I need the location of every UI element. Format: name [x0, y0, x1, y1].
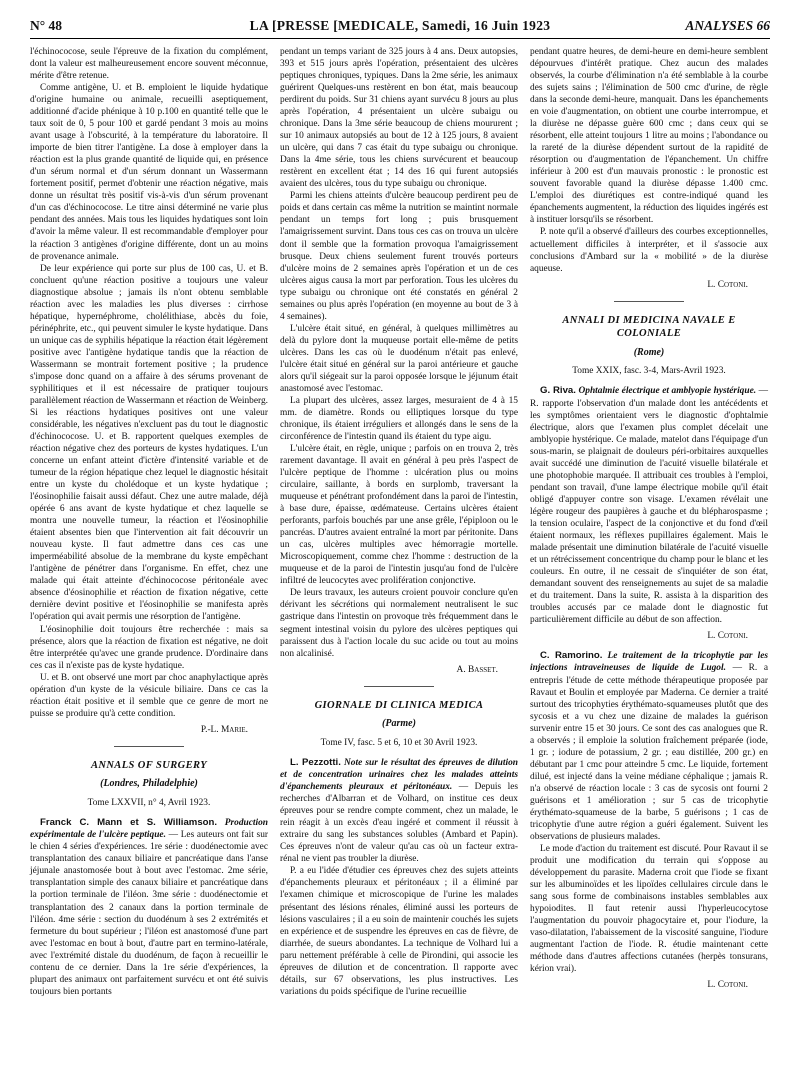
- paragraph: De leur expérience qui porte sur plus de 100 cas, U. et B. concluent qu'une réaction positive a toujours une valeur diagnostique absolue ; jamais ils n'ont obtenu semblable réaction avec les maladies les plus diverses : cirrhose hépatique, hypernéphrome, cholélithiase, abcès du foie, périnéphrite, etc., qui peuvent simuler le kyste hydatique. Dans un unique cas de syphilis hépatique la réaction était légèrement positive avec l'antigène hydatique tandis que la réaction de Wassermann se montrait fortement positive ; la prudence s'impose donc quand on a affaire à des sérums provenant de syphilitiques et il est nécessaire de pratiquer toujours parallèlement réaction de Wassermann et réaction de Weinberg. Si les réactions hydatiques positives ont une valeur considérable, les négatives n'excluent pas du tout le diagnostic d'échinococose. U. et B. rapportent quelques exemples de réaction négative chez des porteurs de kystes hydatiques. L'un concerne un enfant atteint d'ictère d'intensité variable et de tumeur de la région hépatique chez lequel le diagnostic hésitait entre un kyste du cholédoque et un kyste hydatique ; l'éosinophilie faisait aussi défaut. Chez une autre malade, déjà opérée 6 ans avant de kyste hydatique et chez laquelle se montra une nouvelle tumeur, la réaction et l'éosinophilie étaient absentes bien que l'intervention ait fait découvrir un nouveau kyste. Il faut admettre dans ces cas une imperméabilité absolue de la membrane du kyste empêchant l'antigène de pénétrer dans l'organisme. En effet, chez une malade qui était atteinte d'échinococose péritonéale avec absence d'éosinophilie et réaction de fixation négative, cette dernière devint positive et l'éosinophilie se manifesta après l'opération qui avait permis une résorption de l'antigène.: [30, 263, 268, 623]
- paragraph: L'ulcère était, en règle, unique ; parfois on en trouva 2, très rarement davantage. Il avait en général à peu près l'aspect de l'ulcère peptique de l'homme : ulcération plus ou moins circulaire, saillante, à bords en surplomb, traversant la muqueuse et pénétrant profondément dans la paroi de l'intestin, à base dure, épaisse, œdémateuse. Certains ulcères étaient perforants, parfois bouchés par une anse grêle, l'épiploon ou le pancréas. D'autres avaient entraîné la mort par péritonite. Dans un cas, ulcères multiples avec hémorragie mortelle. Microscopiquement, comme chez l'homme : destruction de la muqueuse et de la paroi de l'intestin jusqu'au fond de l'ulcère infiltré de leucocytes avec prolifération conjonctive.: [280, 444, 518, 587]
- article-title: Le traitement de la tricophytie par les injections intraveineuses de liquide de Lugol.: [530, 651, 769, 674]
- journal-place: (Parme): [382, 718, 416, 730]
- article-authors: G. Riva.: [540, 385, 576, 397]
- paragraph: pendant un temps variant de 325 jours à 4 ans. Deux autopsies, 393 et 515 jours après l'opération, présentaient des ulcères peptiques chroniques, typiques. Dans la 2me série, les animaux guérirent Quelques-uns restèrent en bon état, mais beaucoup perdirent du poids. Sur 31 chiens ayant survécu 8 jours au plus après l'opération, 4 présentaient un ulcère subaigu ou chronique. Dans la 3me série beaucoup de chiens moururent ; sur 10 animaux autopsiés au bout de 12 à 125 jours, 8 avaient un ulcère, qui dans 7 cas était du type subaigu ou chronique. Dans la 4me série, tous les chiens survécurent et beaucoup restèrent en excellent état ; 14 des 16 qui furent autopsiés avaient des ulcères, tous du type subaigu ou chronique.: [280, 47, 518, 190]
- divider: [114, 746, 184, 747]
- journal-place: (Londres, Philadelphie): [100, 778, 198, 790]
- paragraph: Le mode d'action du traitement est discuté. Pour Ravaut il se produit une modification du terrain qui s'oppose au développement du parasite. Maderna croit que l'iode se fixant sur les albuminoïdes et les lipoïdes cellulaires circule dans le sang sous forme de combinaisons instables semblables aux hypoiodites. Il faut retenir aussi l'hyperleucocytose l'augmentation du pouvoir phagocytaire et, pour l'iodure, la vaso-dilatation, l'abaissement de la viscosité sanguine, l'iodure augmentant l'action de l'iode. R. étudie maintenant cette méthode dans d'autres affections cutanées (herpès tonsurans, kérion vrai).: [530, 843, 768, 975]
- column-1: [30, 46, 268, 998]
- signature: P.-L. Marie.: [200, 724, 248, 735]
- journal-issue: Tome LXXVII, n° 4, Avril 1923.: [87, 798, 211, 809]
- paragraph: L'ulcère était situé, en général, à quelques millimètres au delà du pylore dont la muqueuse portait elle-même de petits ulcères. Dans les cas où le duodénum n'était pas enlevé, l'ulcère était situé en général sur la paroi antérieure et gauche alors qu'il siégeait sur la paroi opposée lorsque le jéjunum était anastomosé avec l'estomac.: [280, 323, 518, 394]
- section-label: ANALYSES 66: [685, 18, 770, 33]
- journal-place: (Rome): [633, 346, 665, 358]
- article-text: — Les auteurs ont fait sur le chien 4 séries d'expériences. 1re série : duodénectomie avec transplantation des canaux biliaire et pancréatique dans l'anse jéjunale anastomosée bout à bout avec l'estomac. 2me série, transplantation simple des canaux biliaire et pancréatique dans la portion terminale de l'iléon. 3me série : duodénectomie et transplantation des 2 canaux dans la portion terminale de l'iléon. 4me série : section du duodénum à ses 2 extrémités et fermeture du bout supérieur ; l'iléon est anastomosé d'une part avec l'estomac en bout à bout, d'autre part en termino-latérale, avec l'extrémité distale du duodénum, de façon à recueillir le contenu de ce dernier. Dans la 1re série d'expériences, la plupart des animaux ont parfaitement survécu et ont été suivis toujours bien portants: [30, 830, 269, 997]
- article-abstract: [530, 650, 768, 843]
- article-title: Ophtalmie électrique et amblyopie hystérique.: [578, 386, 757, 397]
- page-number: N° 48: [30, 18, 63, 33]
- signature: L. Cotoni.: [707, 631, 748, 642]
- article-abstract: [530, 385, 768, 626]
- column-3: [530, 46, 768, 999]
- journal-title: ANNALI DI MEDICINA NAVALE E COLONIALE: [562, 314, 736, 340]
- page-header: [30, 18, 770, 36]
- journal-issue: Tome IV, fasc. 5 et 6, 10 et 30 Avril 1923.: [320, 737, 478, 748]
- article-abstract: [30, 817, 268, 998]
- journal-masthead: LA [PRESSE [MEDICALE, Samedi, 16 Juin 1923: [249, 18, 551, 33]
- paragraph: P. a eu l'idée d'étudier ces épreuves chez des sujets atteints d'épanchements pleuraux et péritonéaux ; il a éliminé par l'examen chimique et microscopique de l'urine les malades présentant des lésions rénales, éliminé aussi les porteurs de lésions vasculaires ; il a eu soin de maintenir couchés les sujets en expérience et de suspendre les épreuves en cas de fièvre, de diarrhée, de sueurs abondantes. La technique de Volhard lui a paru nettement préférable à celle de Pirondini, qui associe les épreuves de dilution et de concentration. Il rapporte avec détails, sur 67 observations, les plus instructives. Les variations du poids spécifique de l'urine recueillie: [280, 866, 518, 997]
- paragraph: Parmi les chiens atteints d'ulcère beaucoup perdirent peu de poids et dans certain cas même la nutrition se maintint normale pendant un temps fort long ; puis brusquement l'amaigrissement survint. Dans tous ces cas on trouva un ulcère dont il semble que la formation provoqua l'amaigrissement brusque. Deux chiens seulement furent trouvés porteurs d'ulcère moins de 2 semaines après l'opération et un de ces ulcères aigus causa la mort par perforation. Tous les ulcères du type subaigu ou chronique ont été constatés en général 2 semaines ou plus après l'opération (en moyenne au bout de 3 à 4 semaines).: [280, 191, 518, 322]
- divider: [614, 301, 684, 302]
- column-2: [280, 46, 518, 998]
- paragraph: Comme antigène, U. et B. emploient le liquide hydatique d'origine humaine ou animale, recueilli aseptiquement, additionné d'acide phénique à 10 p.100 en quantité telle que le taux soit de 0, 5 pour 100 et gardé pendant 3 mois au moins avant usage à l'obscurité, à la température du laboratoire. Il importe de bien titrer l'antigène. La dose à employer dans la réaction est la plus grande quantité de liquide qui, en présence d'un sérum normal et d'un sérum donnant un Wassermann fortement positif, permet d'obtenir une réaction négative, mais donne un résultat très positif vis-à-vis d'un sérum provenant d'un cas d'échinococose. Le titre ainsi déterminé ne varie plus pendant des années. Mais tous les liquides hydatiques sont loin d'avoir la même valeur. Il est recommandable d'employer pour la réaction 3 antigènes d'origine différente, dont un au moins de provenance animale.: [30, 83, 268, 262]
- article-text: — R. a entrepris l'étude de cette méthode thérapeutique proposée par Ravaut et Boulin et employée par Maderna. Ce dernier a traité surtout des tricophyties érythémato-squameuses plutôt que des sycosis et a vu chez une dizaine de malades la guérison survenir entre 15 et 30 jours. Ce sont des cas analogues que R. a observés ; il emploie la solution fraîchement préparée (iode, 1 gr. ; iodure de potassium, 2 gr. ; eau distillée, 200 gr.) en débutant par 1 cmc pour atteindre 5 cmc. Le liquide, fortement dilué, est injecté dans la veine médiane céphalique ; jamais R. n'a observé de réaction locale : 3 cas de sycosis ont fourni 2 guérisons et 1 amélioration ; sur 5 cas de tricophytie érythémato-squameuse de la barbe, 5 guérisons ; 1 cas de tricophytie d'une autre région a guéri également. Suivent les observations de plusieurs malades.: [530, 663, 769, 842]
- paragraph: U. et B. ont observé une mort par choc anaphylactique après opération d'un kyste de la vésicule biliaire. Dans ce cas la réaction était positive et il semble que ce genre de mort ne puisse se produire qu'à cette condition.: [30, 672, 268, 719]
- signature: A. Basset.: [456, 664, 498, 675]
- article-text: — Depuis les recherches d'Albarran et de Volhard, on institue ces deux épreuves pour se rendre compte comment, chez un malade, le rein réagit à un excès d'eau ingéré et comment il réussit à extraire du sang les substances solubles (Ambard et Papin). Ces épreuves n'ont de valeur qu'au cas où un facteur extra-rénal ne vient pas troubler la diurèse.: [280, 782, 519, 865]
- signature: L. Cotoni.: [707, 279, 748, 290]
- journal-title: ANNALS OF SURGERY: [90, 759, 208, 771]
- signature: L. Cotoni.: [707, 980, 748, 991]
- journal-title: GIORNALE DI CLINICA MEDICA: [314, 699, 484, 711]
- paragraph: De leurs travaux, les auteurs croient pouvoir conclure qu'en dérivant les sécrétions qui normalement neutralisent le suc gastrique dans l'intestin on provoque très fréquemment dans le segment intestinal voisin du pylore des ulcères peptiques qui paraissent dus à l'action locale du suc acide ou tout au moins non alcalinisé.: [280, 588, 518, 659]
- paragraph: La plupart des ulcères, assez larges, mesuraient de 4 à 15 mm. de diamètre. Ronds ou elliptiques lorsque du type chronique, ils étaient irréguliers et allongés dans le sens de la circonférence de l'intestin quand ils étaient du type aigu.: [280, 395, 518, 442]
- article-abstract: [280, 757, 518, 866]
- paragraph: L'éosinophilie doit toujours être recherchée : mais sa présence, alors que la réaction de fixation est négative, ne doit être interprétée qu'avec une grande prudence. D'ordinaire dans ces cas il n'existe pas de kyste hydatique.: [30, 624, 268, 671]
- article-authors: Franck C. Mann et S. Williamson.: [40, 817, 218, 829]
- journal-issue: Tome XXIX, fasc. 3-4, Mars-Avril 1923.: [572, 366, 726, 377]
- article-title: Production expérimentale de l'ulcère peptique.: [30, 818, 268, 841]
- divider: [364, 686, 434, 687]
- paragraph: l'échinococose, seule l'épreuve de la fixation du complément, dont la valeur est malheureusement encore souvent méconnue, mérite d'être retenue.: [30, 47, 268, 82]
- article-title: Note sur le résultat des épreuves de dilution et de concentration urinaires chez les malades atteints d'épanchements pleuraux et péritonéaux.: [280, 757, 519, 793]
- paragraph: pendant quatre heures, de demi-heure en demi-heure semblent dépourvues d'intérêt pratique. Chez aucun des malades observés, la courbe d'élimination n'a été semblable à la courbe des sujets sains ; l'élimination de 500 cmc d'urine, de règle dans la seconde demi-heure, manquait. Dans les épanchements en voie d'augmentation, on obtient une courbe interrompue, et la diurèse ne dépasse guère 600 cmc ; dans ceux qui se résorbent, elle atteint toujours 1 litre au moins ; l'abondance ou la rareté de la diurèse dépendent surtout de la rapidité de résorption ou d'augmentation de l'épanchement. Un chiffre inférieur à 200 est d'un mauvais pronostic : le pronostic est souvent favorable quand la diurèse dépasse 1.400 cmc. L'emploi des diurétiques est contre-indiqué quand les épanchements augmentent, la réduction des liquides ingérés est à instituer lorsqu'ils se résorbent.: [530, 47, 768, 226]
- header-rule: [30, 38, 770, 39]
- article-authors: C. Ramorino.: [540, 650, 603, 662]
- article-authors: L. Pezzotti.: [290, 756, 341, 768]
- article-text: — R. rapporte l'observation d'un malade dont les antécédents et les symptômes orientaient vers le diagnostic d'ophtalmie électrique, alors que l'examen plus complet décelait une amblyopie hystérique. Ce malade, matelot dans l'équipage d'un sous-marin, se plaignait de douleurs péri-orbitaires auxquelles avait succédé une diminution de l'acuité visuelle bilatérale et une photophobie marquée. Il attribuait ces troubles à l'emploi, pendant son travail, d'une lampe électrique mobile qu'il était obligé d'appuyer contre son visage. L'examen révélait une légère rougeur des paupières à gauche et du blépharospasme ; la tension oculaire, l'aspect de la conjonctive et du fond d'œil étaient normaux, les réflexes pupillaires également. Mais le malade présentait une diminution bilatérale de l'acuité visuelle et un rétrécissement concentrique du champ pour le blanc et les couleurs. En outre, il ne cessait de s'inquiéter de son état, demandant souvent des renseignements au sujet de sa maladie et du traitement. Dans la suite, R. assista à la disparition des troubles accusés par ce malade dont le diagnostic fut particulièrement difficile au début de son affection.: [530, 386, 768, 626]
- paragraph: P. note qu'il a observé d'ailleurs des courbes exceptionnelles, actuellement difficiles à interpréter, et il s'associe aux conclusions d'Ambard sur la « mobilité » de la diurèse aqueuse.: [530, 227, 768, 274]
